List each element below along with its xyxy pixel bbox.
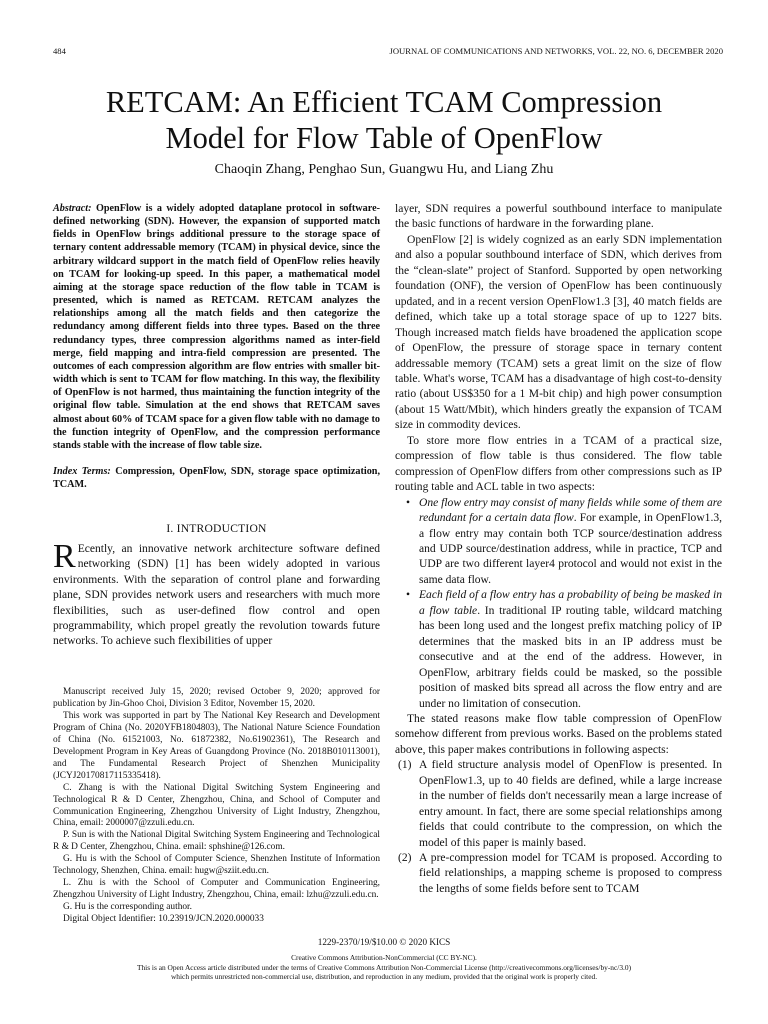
footnote: This work was supported in part by The National Key Research and Development Program of China (No. 2020YFB1804803), The National Nature Science Foundation of China (No. 61521003, No. 61872382, No.61902361), The Research and Development Program in Key Areas of Guangdong Province (No. 2018B010113001), and The Fundamental Research Project of Shenzhen Municipality (JCYJ20170817115335418). — [53, 710, 380, 781]
footnote: Manuscript received July 15, 2020; revised October 9, 2020; approved for publication by Jin-Ghoo Choi, Division 3 Editor, November 15, 2020. — [53, 687, 380, 709]
abstract-text: OpenFlow is a widely adopted dataplane protocol in software-defined networking (SDN). However, the expansion of supported match fields in OpenFlow brings additional pressure to the storage space of ternary content addressable memory (TCAM) in physical device, since the arbitrary wildcard support in the match field of OpenFlow relies heavily on TCAM for looking-up speed. In this paper, a mathematical model aiming at the storage space reduction of the flow table in TCAM is presented, which is named as RETCAM. RETCAM analyzes the relationships among all the match fields and then categorize the redundancy among different fields into three types. Based on the three redundancy types, three compression algorithms named as inter-field merge, field mapping and intra-field compression are presented. The outcomes of each compression algorithm are flow entries with smaller bit-width which is sent to TCAM for flow matching. In this way, the flexibility of OpenFlow is not harmed, thus maintaining the function integrity of the original flow table. Simulation at the end shows that RETCAM saves almost about 60% of TCAM space for a given flow table with no damage to the function integrity of OpenFlow, and the compression performance stands stable with the increase of flow table size. — [53, 203, 381, 451]
title-line-2: Model for Flow Table of OpenFlow — [165, 121, 603, 155]
footnote: Digital Object Identifier: 10.23919/JCN.2020.000033 — [63, 914, 264, 925]
license-line: This is an Open Access article distributed under the terms of Creative Commons Attribution Non-Commercial License (http://creativecommons.org/licenses/by-nc/3.0) — [136, 962, 632, 972]
paper-title — [40, 84, 728, 156]
index-terms-text: Compression, OpenFlow, SDN, storage space optimization, TCAM. — [53, 465, 380, 491]
license-line: Creative Commons Attribution-NonCommercial (CC BY-NC). — [291, 953, 477, 962]
item-number: (1) — [398, 759, 412, 772]
intro-paragraph: REcently, an innovative network architecture software defined networking (SDN) [1] has been widely adopted in various environments. With the separation of control plane and forwarding plane, SDN provides network users and researchers with much more flexibilities, such as user-defined flow control and open programmability, which propel greatly the revolution towards future networks. To achieve such flexibilities of upper — [53, 537, 380, 648]
item-number: (2) — [398, 852, 412, 865]
license-footer — [0, 953, 768, 982]
left-column — [53, 202, 380, 650]
author-list: Chaoqin Zhang, Penghao Sun, Guangwu Hu, and Liang Zhu — [214, 162, 554, 177]
issn-line: 1229-2370/19/$10.00 © 2020 KICS — [317, 937, 451, 947]
right-column — [395, 202, 722, 897]
bullet-emphasis: Each field of a flow entry has a probability of being be masked in a flow table — [419, 589, 722, 617]
abstract — [53, 202, 380, 452]
body-paragraph: layer, SDN requires a powerful southbound interface to manipulate the basic functions of hardware in the forwarding plane. — [395, 203, 722, 231]
body-paragraph: To store more flow entries in a TCAM of a practical size, compression of flow table is thus considered. The flow table compression of OpenFlow differs from other compressions such as IP routing table and ACL table in two aspects: — [395, 434, 722, 494]
index-terms-label: Index Terms: — [53, 465, 111, 477]
body-paragraph: OpenFlow [2] is widely cognized as an early SDN implementation and also a popular southbound interface of SDN, which derives from the “clean-slate” project of Stanford. Supported by open networking foundation (ONF), the version of OpenFlow has been continuously updated, and in a recent version OpenFlow1.3 [3], 40 match fields are defined, which take up a total storage space of up to 1227 bits. Though increased match fields have broadened the application scope of OpenFlow, the pressure of storage space in ternary content addressable memory (TCAM) sets a great limit on the size of flow table. What's worse, TCAM has a disadvantage of high cost-to-density ratio (about US$350 for a 1 M-bit chip) and high power consumption (about 15 Watt/Mbit), which hinders greatly the expansion of TCAM size in commodity devices. — [395, 233, 722, 432]
footnote: L. Zhu is with the School of Computer and Communication Engineering, Zhengzhou University of Light Industry, Zhengzhou, China, email: lzhu@zzuli.edu.cn. — [53, 878, 380, 901]
section-heading: I. INTRODUCTION — [166, 522, 267, 536]
footnote: G. Hu is the corresponding author. — [63, 902, 192, 913]
bullet-item — [395, 588, 722, 712]
numbered-item — [395, 851, 722, 897]
page-number: 484 — [53, 46, 66, 56]
item-text: A field structure analysis model of OpenFlow is presented. In OpenFlow1.3, up to 40 fields are defined, while a large increase in the number of fields don't necessarily mean a large increase of entry amount. In fact, there are some special relationships among fields that could contribute to the compression, on which the model of this paper is mainly based. — [419, 759, 722, 849]
bullet-text: . For example, in OpenFlow1.3, a flow entry may contain both TCP source/destination address and UDP source/destination address, while in practice, TCP and UDP are two different layer4 protocol and would not exist in the same data flow. — [419, 512, 722, 586]
numbered-item — [395, 758, 722, 851]
abstract-label: Abstract: — [53, 203, 92, 214]
journal-name: JOURNAL OF COMMUNICATIONS AND NETWORKS, VOL. 22, NO. 6, DECEMBER 2020 — [389, 46, 723, 56]
bullet-mark: • — [406, 589, 411, 602]
footnote: P. Sun is with the National Digital Switching System Engineering and Technological R & D Center, Zhengzhou, China. email: sphshine@126.com. — [53, 830, 380, 853]
body-paragraph: The stated reasons make flow table compression of OpenFlow somehow different from previous works. Based on the problems stated above, this paper makes contributions in following aspects: — [395, 712, 722, 756]
bullet-text: . In traditional IP routing table, wildcard matching has been long used and the longest prefix matching policy of IP determines that the masked bits in an IP address must be consecutive and at the end of the address. However, in OpenFlow, arbitrary fields could be masked, so the possible position of masked bits spread all across the flow entry and are under no limitation of consecution. — [419, 604, 723, 710]
footnote: G. Hu is with the School of Computer Science, Shenzhen Institute of Information Technology, Shenzhen, China. email: hugw@sziit.edu.cn. — [53, 854, 380, 877]
title-line-1: RETCAM: An Efficient TCAM Compression — [105, 85, 663, 119]
license-line: which permits unrestricted non-commercial use, distribution, and reproduction in any medium, provided that the original work is properly cited. — [170, 972, 598, 982]
bullet-item — [395, 496, 722, 589]
item-text: A pre-compression model for TCAM is proposed. According to field relationships, a mapping scheme is proposed to compress the lengths of some fields before sent to TCAM — [419, 852, 722, 895]
bullet-mark: • — [406, 496, 411, 509]
footnotes — [53, 687, 380, 926]
index-terms — [53, 465, 380, 491]
bullet-emphasis: One flow entry may consist of many fields while some of them are redundant for a certain data flow — [419, 496, 722, 525]
footnote: C. Zhang is with the National Digital Switching System Engineering and Technological R & D Center, Zhengzhou, China, and School of Computer and Communication Engineering, Zhengzhou University of Light Industry, Zhengzhou, China, email: 2000007@zzuli.edu.cn. — [53, 782, 380, 829]
